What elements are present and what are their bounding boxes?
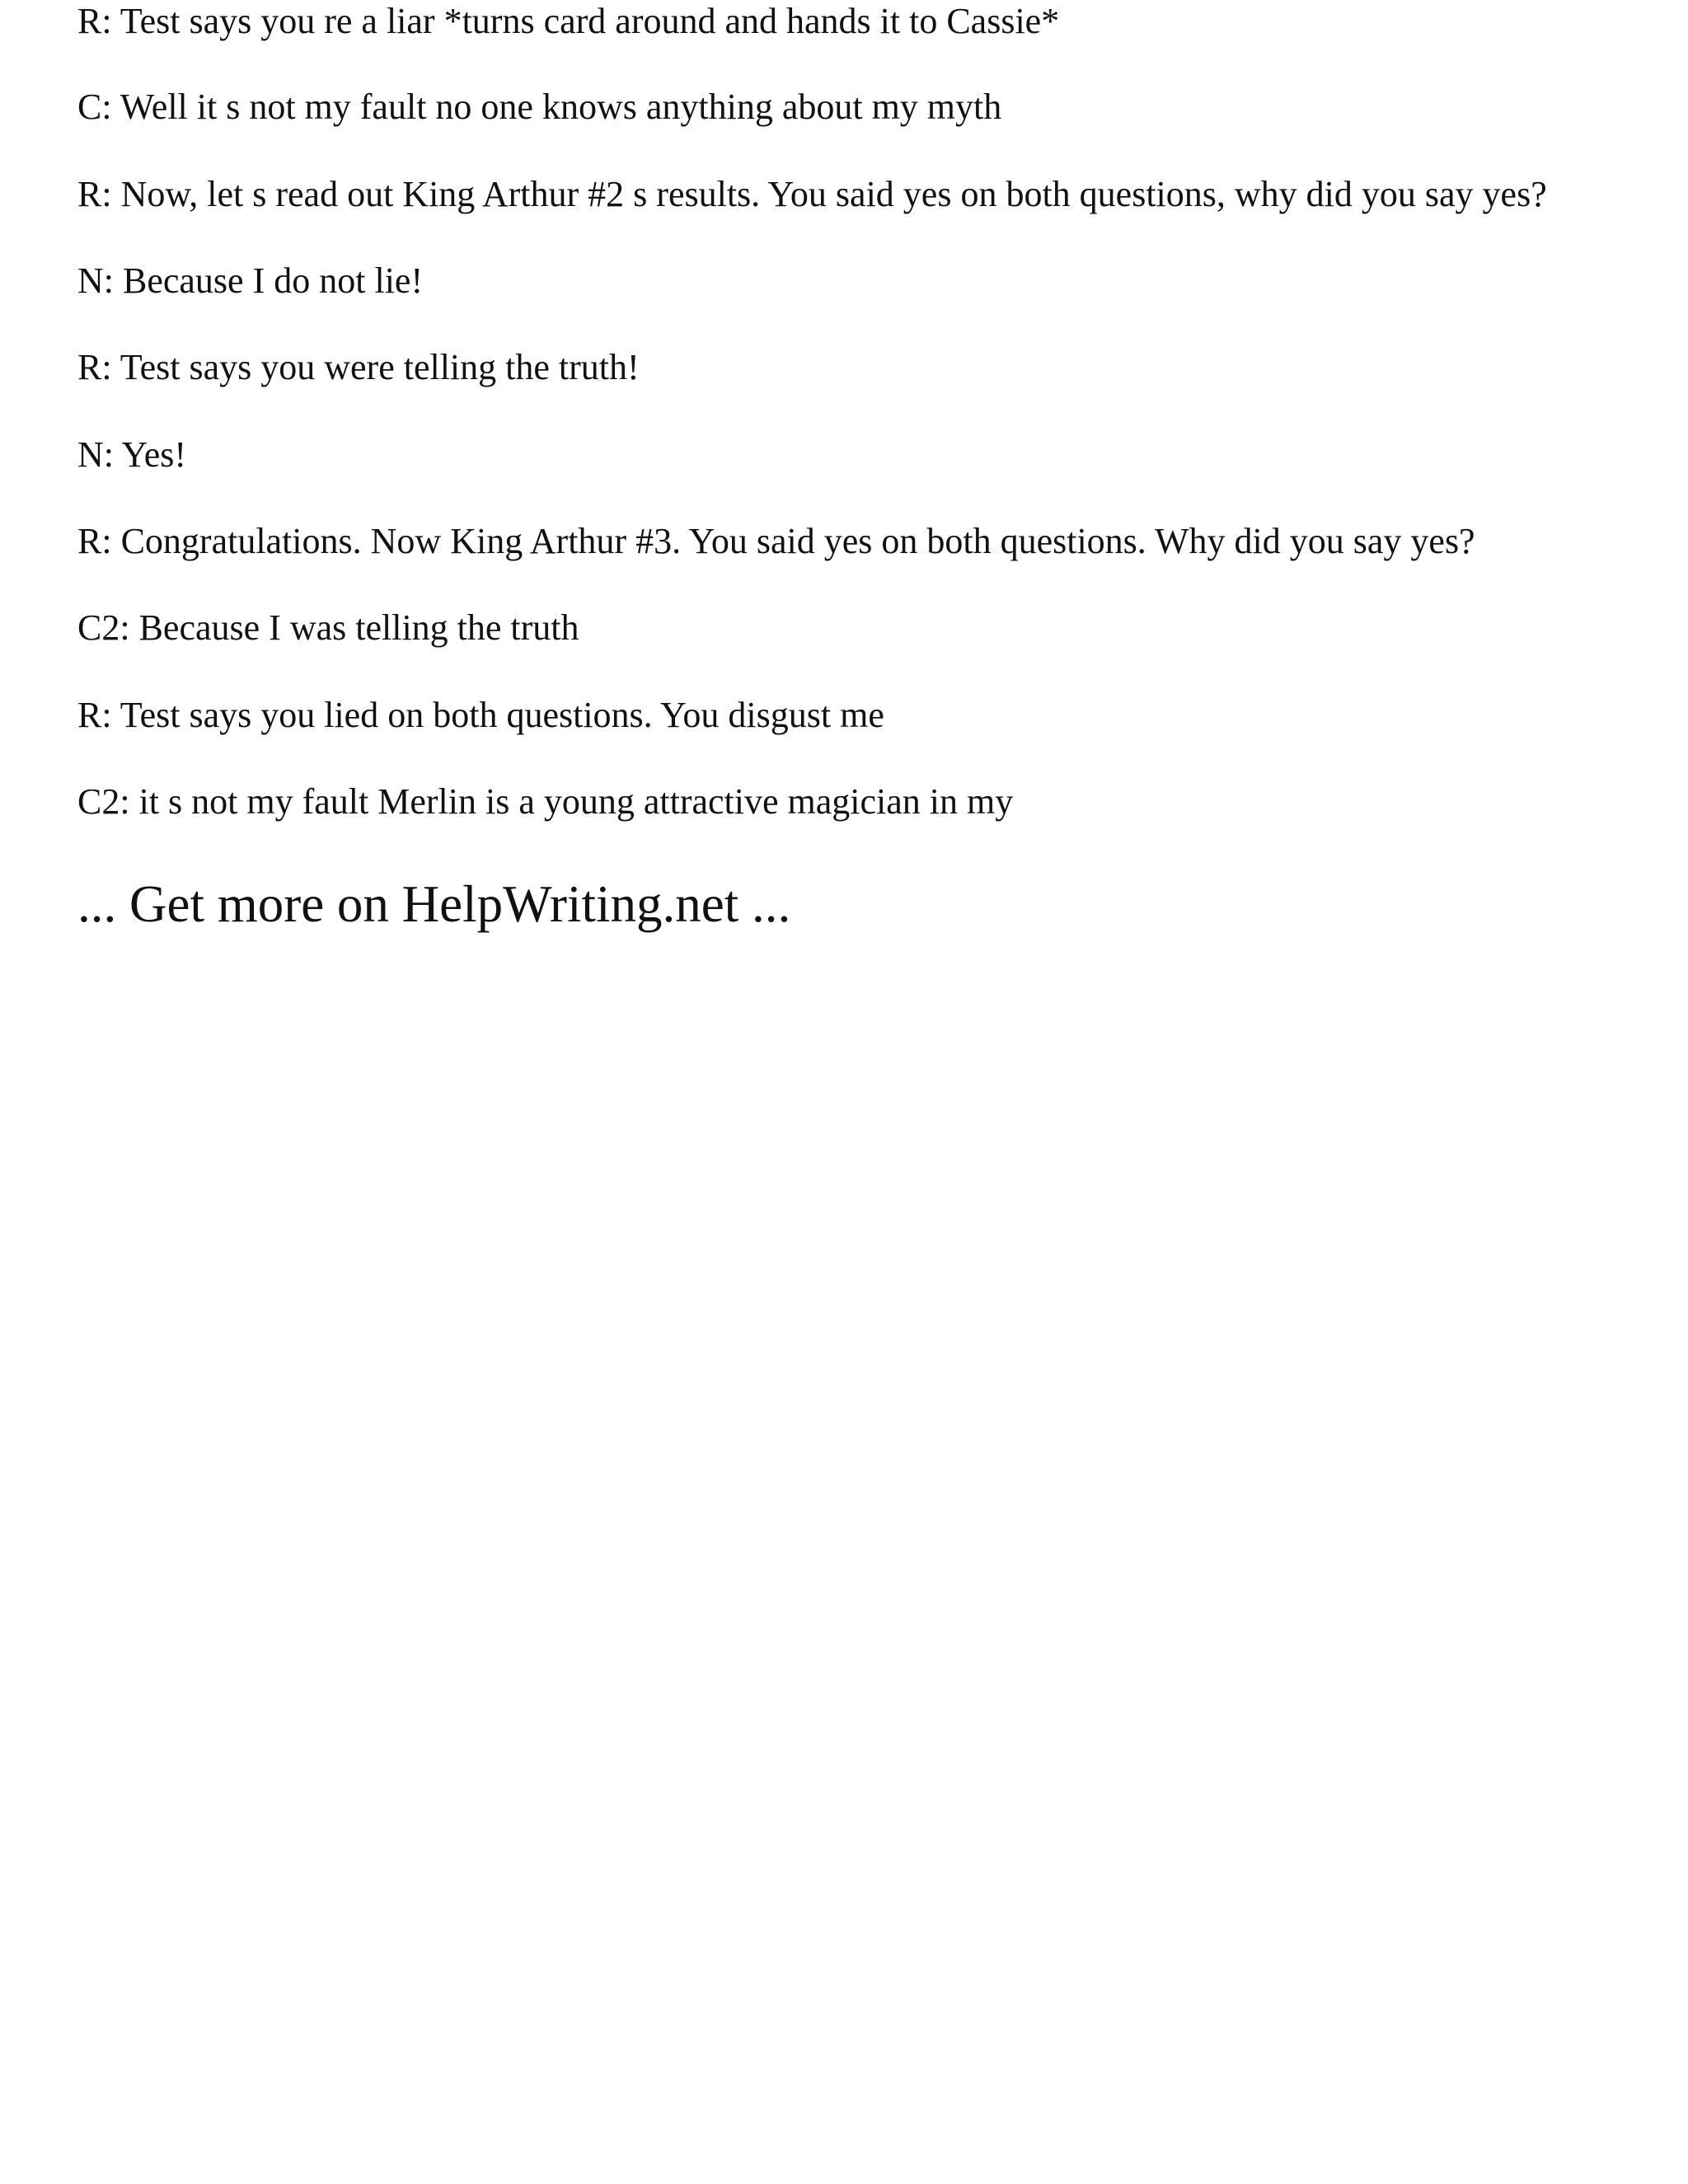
transcript-line: N: Because I do not lie! [77,260,424,301]
transcript-line: R: Test says you re a liar *turns card around and hands it to Cassie* [77,1,1060,41]
more-content-link[interactable]: ... Get more on HelpWriting.net ... [77,875,791,933]
transcript-line: C: Well it s not my fault no one knows anything about my myth [77,87,1002,127]
transcript-line: R: Test says you were telling the truth! [77,347,640,387]
transcript-line: R: Test says you lied on both questions. You disgust me [77,695,884,735]
transcript-line: R: Congratulations. Now King Arthur #3. You said yes on both questions. Why did you say yes? [77,521,1475,561]
transcript-line: N: Yes! [77,434,187,475]
transcript-line: R: Now, let s read out King Arthur #2 s results. You said yes on both questions, why did you say yes? [77,174,1547,214]
transcript-line: C2: it s not my fault Merlin is a young attractive magician in my [77,781,1014,822]
transcript-line: C2: Because I was telling the truth [77,607,579,648]
